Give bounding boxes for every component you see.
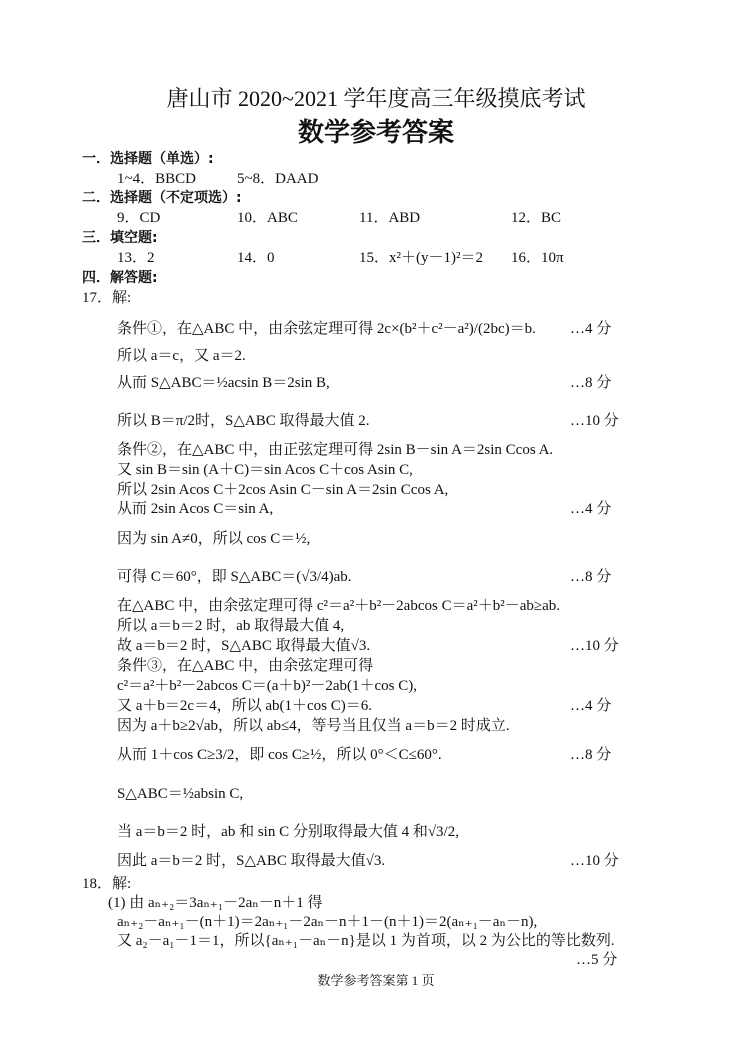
section-4-label: 四．解答题:	[82, 270, 158, 286]
q17-line: 所以 2sin Acos C＋2cos Asin C－sin A＝2sin Ccos A,	[117, 482, 449, 498]
section-1-label: 一．选择题（单选）:	[82, 151, 214, 167]
q18-line: aₙ₊₂－aₙ₊₁－(n＋1)＝2aₙ₊₁－2aₙ－n＋1－(n＋1)＝2(aₙ₊₁－aₙ－n),	[117, 914, 538, 930]
q17-line: 故 a＝b＝2 时，S△ABC 取得最大值√3.	[117, 638, 371, 654]
q17-score: …4 分	[570, 698, 612, 714]
q17-line: 所以 a＝c，又 a＝2.	[117, 348, 246, 364]
q18-line: (1) 由 aₙ₊₂＝3aₙ₊₁－2aₙ－n＋1 得	[108, 895, 323, 911]
q17-line: 因为 sin A≠0，所以 cos C＝½,	[117, 531, 311, 547]
q17-score: …10 分	[570, 853, 619, 869]
q17-line: 条件②，在△ABC 中，由正弦定理可得 2sin B－sin A＝2sin Ccos A.	[117, 442, 554, 458]
q17-score: …4 分	[570, 321, 612, 337]
q18-head: 18．解:	[82, 876, 132, 892]
q17-line: 又 a＋b＝2c＝4，所以 ab(1＋cos C)＝6.	[117, 698, 372, 714]
q17-line: 可得 C＝60°，即 S△ABC＝(√3/4)ab.	[117, 569, 352, 585]
q17-line: 因为 a＋b≥2√ab，所以 ab≤4，等号当且仅当 a＝b＝2 时成立.	[117, 718, 510, 734]
section-3-label: 三．填空题:	[82, 230, 158, 246]
q17-score: …10 分	[570, 413, 619, 429]
q17-line: 条件③，在△ABC 中，由余弦定理可得	[117, 658, 374, 674]
answer-11: 11．ABD	[359, 210, 421, 226]
answer-10: 10．ABC	[237, 210, 298, 226]
q18-line: 又 a₂－a₁－1＝1，所以{aₙ₊₁－aₙ－n}是以 1 为首项，以 2 为公比的等比数列.	[117, 933, 615, 949]
q17-line: 条件①，在△ABC 中，由余弦定理可得 2c×(b²＋c²－a²)/(2bc)＝b.	[117, 321, 536, 337]
answer-16: 16．10π	[511, 250, 564, 266]
q17-score: …8 分	[570, 747, 612, 763]
q17-score: …8 分	[570, 569, 612, 585]
q17-line: S△ABC＝½absin C,	[117, 786, 244, 802]
q17-line: 因此 a＝b＝2 时，S△ABC 取得最大值√3.	[117, 853, 386, 869]
section-2-label: 二．选择题（不定项选）:	[82, 190, 242, 206]
answer-5-8: 5~8．DAAD	[237, 171, 319, 187]
q17-score: …10 分	[570, 638, 619, 654]
answer-key-title: 数学参考答案	[297, 118, 454, 148]
page-footer: 数学参考答案第 1 页	[317, 973, 435, 988]
answer-13: 13．2	[117, 250, 155, 266]
answer-12: 12．BC	[511, 210, 562, 226]
q17-head: 17．解:	[82, 290, 132, 306]
q18-score: …5 分	[576, 952, 618, 968]
answer-14: 14．0	[237, 250, 275, 266]
q17-score: …4 分	[570, 501, 612, 517]
q17-score: …8 分	[570, 375, 612, 391]
q17-line: 在△ABC 中，由余弦定理可得 c²＝a²＋b²－2abcos C＝a²＋b²－ab≥ab.	[117, 598, 561, 614]
q17-line: 所以 a＝b＝2 时，ab 取得最大值 4,	[117, 618, 345, 634]
q17-line: 从而 S△ABC＝½acsin B＝2sin B,	[117, 375, 330, 391]
q17-line: 所以 B＝π/2时，S△ABC 取得最大值 2.	[117, 413, 370, 429]
answer-15: 15．x²＋(y－1)²＝2	[359, 250, 483, 266]
answer-1-4: 1~4．BBCD	[117, 171, 196, 187]
q17-line: 又 sin B＝sin (A＋C)＝sin Acos C＋cos Asin C,	[117, 462, 413, 478]
q17-line: 从而 2sin Acos C＝sin A,	[117, 501, 274, 517]
q17-line: 从而 1＋cos C≥3/2，即 cos C≥½，所以 0°＜C≤60°.	[117, 747, 442, 763]
q17-line: 当 a＝b＝2 时，ab 和 sin C 分别取得最大值 4 和√3/2,	[117, 824, 459, 840]
exam-title: 唐山市 2020~2021 学年度高三年级摸底考试	[166, 86, 586, 111]
q17-line: c²＝a²＋b²－2abcos C＝(a＋b)²－2ab(1＋cos C),	[117, 678, 418, 694]
answer-9: 9．CD	[117, 210, 161, 226]
